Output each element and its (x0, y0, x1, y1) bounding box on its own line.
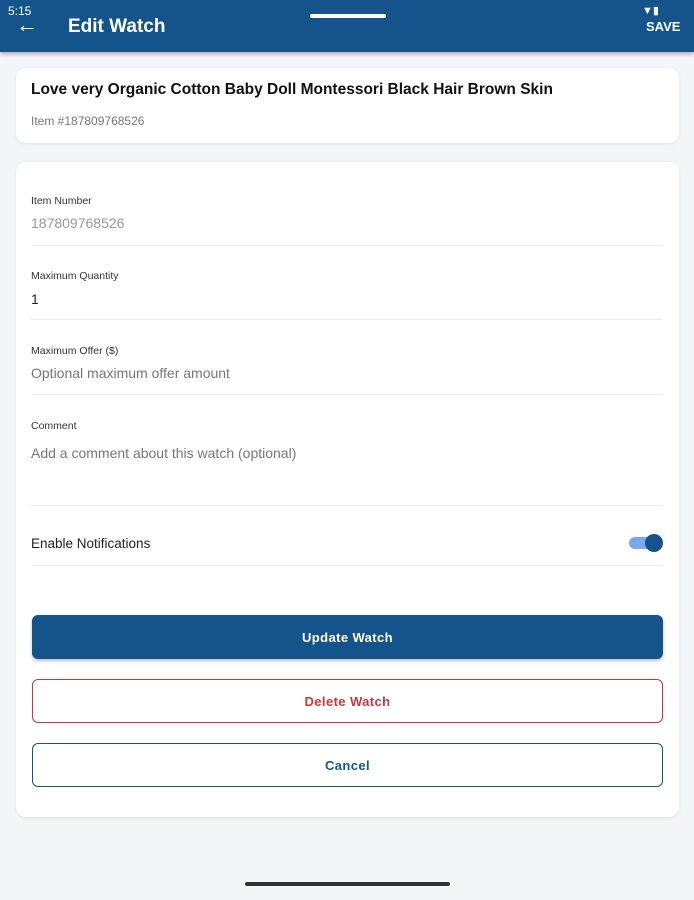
item-summary-card (16, 68, 679, 143)
status-time: 5:15 (8, 4, 32, 18)
toggle-knob (645, 534, 663, 552)
max-offer-input[interactable]: Optional maximum offer amount (31, 365, 230, 381)
item-number-label: Item Number (31, 195, 92, 207)
notifications-label: Enable Notifications (31, 536, 151, 551)
delete-watch-button[interactable]: Delete Watch (32, 679, 663, 723)
item-title: Love very Organic Cotton Baby Doll Montessori Black Hair Brown Skin (31, 81, 553, 98)
max-offer-label: Maximum Offer ($) (31, 345, 119, 357)
max-quantity-label: Maximum Quantity (31, 270, 119, 282)
update-watch-button[interactable]: Update Watch (32, 615, 663, 659)
notifications-row (31, 506, 663, 566)
cancel-button[interactable]: Cancel (32, 743, 663, 787)
drag-handle (310, 14, 386, 18)
max-quantity-field[interactable] (31, 246, 663, 320)
edit-form-card (16, 162, 679, 817)
comment-field[interactable] (31, 395, 663, 506)
item-number-subtitle: Item #187809768526 (31, 114, 145, 128)
comment-input[interactable]: Add a comment about this watch (optional) (31, 445, 297, 461)
gesture-nav-bar[interactable] (245, 882, 450, 886)
notifications-toggle[interactable] (629, 534, 663, 552)
save-button[interactable]: SAVE (646, 19, 681, 34)
max-offer-field[interactable] (31, 320, 663, 395)
wifi-battery-icon: ▼▮ (642, 5, 659, 17)
comment-label: Comment (31, 420, 77, 432)
max-quantity-input[interactable]: 1 (31, 291, 39, 307)
back-arrow-icon[interactable]: ← (16, 12, 38, 37)
page-title: Edit Watch (68, 16, 166, 37)
item-number-field (31, 162, 663, 246)
app-bar (0, 0, 694, 52)
item-number-value: 187809768526 (31, 215, 125, 231)
